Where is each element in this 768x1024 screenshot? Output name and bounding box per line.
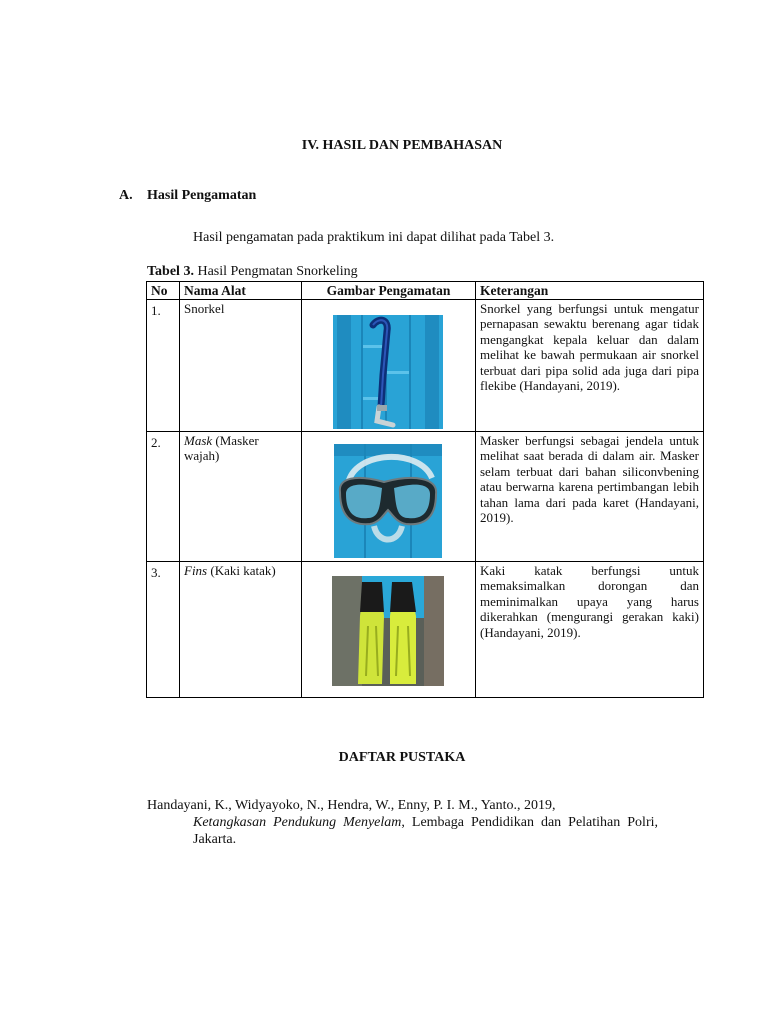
reference-authors: Handayani, K., Widyayoko, N., Hendra, W., Enny, P. I. M., Yanto., 2019, xyxy=(147,798,556,813)
row-description: Snorkel yang berfungsi untuk mengatur pernapasan sewaktu berenang agar tidak mengangkat kepala keluar dan dalam melihat ke bawah permukaan air snorkel terbuat dari pipa solid ada juga dari pipa flekibe (Handayani, 2019). xyxy=(476,299,704,431)
header-image: Gambar Pengamatan xyxy=(302,282,476,300)
row-name xyxy=(180,299,302,431)
references-heading: DAFTAR PUSTAKA xyxy=(338,750,466,765)
row-name-italic: Fins xyxy=(184,562,208,578)
subsection-letter: A. xyxy=(119,188,133,203)
reference-title: Ketangkasan Pendukung Menyelam xyxy=(193,815,402,830)
section-heading: IV. HASIL DAN PEMBAHASAN xyxy=(301,138,503,153)
table-caption-label: Tabel 3. xyxy=(147,264,194,279)
row-image-cell xyxy=(302,299,476,431)
row-number: 2. xyxy=(147,431,180,561)
row-image-cell xyxy=(302,561,476,697)
header-name: Nama Alat xyxy=(180,282,302,300)
row-name-text: (Masker wajah) xyxy=(184,432,259,463)
fins-photo xyxy=(332,576,444,686)
row-number: 3. xyxy=(147,561,180,697)
table-caption-text: Hasil Pengmatan Snorkeling xyxy=(193,264,358,279)
mask-photo xyxy=(334,444,442,558)
subsection-title: Hasil Pengamatan xyxy=(147,188,257,203)
row-name-text: Snorkel xyxy=(184,300,225,316)
reference-entry xyxy=(147,797,658,848)
row-image-cell xyxy=(302,431,476,561)
row-name-italic: Mask xyxy=(184,432,213,448)
row-number: 1. xyxy=(147,299,180,431)
table-row xyxy=(147,561,704,697)
table-caption xyxy=(147,264,358,280)
table-row xyxy=(147,299,704,431)
header-no: No xyxy=(147,282,180,300)
reference-publisher: , Lembaga Pendidikan dan Pelatihan Polri, Jakarta. xyxy=(193,815,658,847)
row-name-text: (Kaki katak) xyxy=(207,562,276,578)
header-description: Keterangan xyxy=(476,282,704,300)
intro-paragraph: Hasil pengamatan pada praktikum ini dapat dilihat pada Tabel 3. xyxy=(193,230,555,245)
row-name xyxy=(180,561,302,697)
subsection-heading xyxy=(119,188,256,204)
row-description: Kaki katak berfungsi untuk memaksimalkan dorongan dan meminimalkan upaya yang harus dikerahkan (mengurangi gerakan kaki) (Handayani, 2019). xyxy=(476,561,704,697)
row-description: Masker berfungsi sebagai jendela untuk melihat saat berada di dalam air. Masker selam terbuat dari bahan siliconvbening atau berwarna karena pertimbangan lebih tahan lama dari pada karet (Handayani, 2019). xyxy=(476,431,704,561)
row-name xyxy=(180,431,302,561)
table-row xyxy=(147,431,704,561)
table-header-row xyxy=(147,282,704,300)
observation-table xyxy=(146,281,704,698)
snorkel-photo xyxy=(333,315,443,429)
